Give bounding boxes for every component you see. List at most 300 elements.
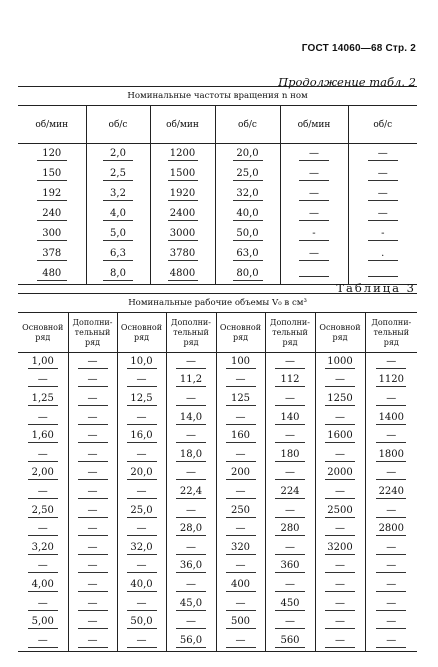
cell-value: — [325,598,355,611]
cell-value: — [78,449,108,462]
cell-value: 2800 [376,523,406,536]
table-cell [265,613,315,632]
table-cell [68,558,117,577]
cell-value: 80,0 [233,268,263,281]
cell-value: — [376,393,406,406]
cell-value: 224 [275,486,305,499]
table-cell [68,520,117,539]
cell-value: — [376,579,406,592]
table-cell [365,595,417,614]
table-row [18,558,417,577]
table-cell [117,446,166,465]
cell-value: . [368,248,398,261]
table-cell [216,390,265,409]
table-cell [215,144,280,165]
cell-value: — [176,467,206,480]
table-row [18,595,417,614]
table-cell [166,427,216,446]
table-row [18,409,417,428]
cell-value: — [376,542,406,555]
cell-value: 180 [275,449,305,462]
cell-value: — [299,188,329,201]
cell-value: 3200 [325,542,355,555]
table-cell [68,613,117,632]
table-row [18,144,417,165]
cell-value: 14,0 [176,412,206,425]
table-cell [280,164,348,184]
cell-value: 18,0 [176,449,206,462]
cell-value: — [275,616,305,629]
table-cell [68,502,117,521]
table-cell [280,244,348,264]
cell-value: 2000 [325,467,355,480]
table-cell [166,595,216,614]
cell-value: 32,0 [127,542,157,555]
cell-value: 2400 [168,208,198,221]
cell-value: — [78,635,108,648]
table-cell [18,613,68,632]
table-cell [166,576,216,595]
table-cell [117,576,166,595]
table-cell [18,244,86,264]
cell-value: 1400 [376,412,406,425]
cell-value: — [376,505,406,518]
table-cell [265,558,315,577]
cell-value: 63,0 [233,248,263,261]
table-cell [365,427,417,446]
cell-value: 1250 [325,393,355,406]
table-cell [348,224,417,244]
cell-value: — [325,579,355,592]
table-cell [18,390,68,409]
table-cell [315,576,365,595]
table-cell [365,372,417,391]
table-cell [18,184,86,204]
cell-value: 50,0 [233,228,263,241]
table-continuation-label: Продолжение табл. 2 [278,75,416,89]
table-cell [215,224,280,244]
table-cell [18,502,68,521]
cell-value: — [176,356,206,369]
table-cell [18,576,68,595]
cell-value: — [299,248,329,261]
table-cell [117,632,166,651]
cell-value: 1920 [168,188,198,201]
cell-value: — [78,467,108,480]
cell-value: — [325,412,355,425]
cell-value: — [28,560,58,573]
cell-value: 16,0 [127,430,157,443]
cell-value: 25,0 [233,168,263,181]
table-cell [216,539,265,558]
table-cell [365,390,417,409]
table-cell [365,632,417,651]
cell-value: — [368,148,398,161]
table-cell [315,632,365,651]
cell-value: 1120 [376,374,406,387]
cell-value: — [376,430,406,443]
table-cell [216,613,265,632]
cell-value: — [28,449,58,462]
table-cell [166,446,216,465]
cell-value: 5,00 [28,616,58,629]
table-cell [18,595,68,614]
table-cell [365,613,417,632]
table-cell [315,613,365,632]
cell-value: — [376,467,406,480]
table-cell [265,353,315,372]
table-cell [117,409,166,428]
column-header: Основной ряд [117,313,166,353]
table-cell [216,427,265,446]
table-cell [365,502,417,521]
cell-value: 2,00 [28,467,58,480]
table-cell [68,390,117,409]
cell-value: - [368,228,398,241]
table-cell [117,465,166,484]
table-cell [166,353,216,372]
table-cell [86,264,150,285]
cell-value: — [275,393,305,406]
cell-value: — [127,635,157,648]
table-cell [265,632,315,651]
cell-value: — [376,598,406,611]
cell-value: — [127,598,157,611]
table3-caption-text: Номинальные рабочие объемы V₀ в см³ [128,298,307,308]
table-cell [18,465,68,484]
table-cell [166,372,216,391]
table-cell [216,409,265,428]
table-cell [280,224,348,244]
cell-value: — [368,208,398,221]
table-cell [315,353,365,372]
table-cell [18,427,68,446]
cell-value: — [127,486,157,499]
cell-value: 280 [275,523,305,536]
table-cell [216,372,265,391]
table-cell [215,264,280,285]
table-cell [166,539,216,558]
table-cell [150,244,215,264]
table-cell [86,204,150,224]
table-cell [18,409,68,428]
table-cell [150,144,215,165]
cell-value: 300 [37,228,67,241]
table-cell [86,224,150,244]
table-cell [280,184,348,204]
table-row [18,520,417,539]
cell-value: 1200 [168,148,198,161]
table-cell [365,520,417,539]
table-row [18,353,417,372]
table-cell [215,184,280,204]
cell-value: — [325,374,355,387]
table-cell [216,446,265,465]
column-header: об/с [215,106,280,144]
table-cell [68,446,117,465]
table-cell [265,502,315,521]
cell-value: — [325,486,355,499]
table-cell [265,465,315,484]
table2-caption-text: Номинальные частоты вращения n ном [127,91,308,101]
table-cell [265,539,315,558]
table-cell [365,483,417,502]
table-cell [117,353,166,372]
cell-value: — [176,542,206,555]
table-cell [348,244,417,264]
cell-value: 1500 [168,168,198,181]
cell-value: 3,2 [103,188,133,201]
table-row [18,244,417,264]
cell-value: 560 [275,635,305,648]
table-cell [18,483,68,502]
table-cell [86,144,150,165]
table-cell [365,409,417,428]
table-cell [166,465,216,484]
cell-value: 1600 [325,430,355,443]
cell-value: 5,0 [103,228,133,241]
cell-value: 450 [275,598,305,611]
cell-value: — [368,168,398,181]
cell-value: — [299,208,329,221]
cell-value: — [275,467,305,480]
cell-value: 2500 [325,505,355,518]
table-cell [18,558,68,577]
cell-value: — [226,560,256,573]
table2-caption [18,87,417,106]
working-volumes-table [18,293,417,652]
table-cell [315,465,365,484]
table3-title: Таблица 3 [336,281,416,295]
cell-value: — [275,505,305,518]
table-cell [166,558,216,577]
cell-value: 22,4 [176,486,206,499]
cell-value: — [28,523,58,536]
column-header: Основной ряд [315,313,365,353]
cell-value: 4,00 [28,579,58,592]
cell-value: — [78,616,108,629]
cell-value: — [376,616,406,629]
table-cell [86,244,150,264]
cell-value: 1,00 [28,356,58,369]
table-cell [86,184,150,204]
table-row [18,632,417,651]
cell-value: 125 [226,393,256,406]
cell-value: — [325,635,355,648]
table-cell [86,164,150,184]
cell-value: 36,0 [176,560,206,573]
cell-value: 25,0 [127,505,157,518]
cell-value: 20,0 [127,467,157,480]
cell-value: — [127,523,157,536]
cell-value: — [78,598,108,611]
table-row [18,390,417,409]
cell-value: 4,0 [103,208,133,221]
table-cell [265,390,315,409]
table-cell [265,576,315,595]
table-cell [216,576,265,595]
table3-caption [18,294,417,313]
cell-value: — [275,356,305,369]
cell-value: — [275,579,305,592]
table-cell [348,164,417,184]
table-cell [18,520,68,539]
cell-value: — [325,523,355,536]
cell-value: — [325,449,355,462]
table-cell [365,558,417,577]
cell-value: — [28,374,58,387]
table-cell [216,632,265,651]
table-cell [216,558,265,577]
table-cell [117,613,166,632]
table-cell [265,409,315,428]
table-cell [315,390,365,409]
column-header: об/с [86,106,150,144]
table-cell [216,465,265,484]
table-cell [348,184,417,204]
table-cell [215,204,280,224]
cell-value: 32,0 [233,188,263,201]
table-cell [68,409,117,428]
cell-value: — [78,393,108,406]
table-cell [265,520,315,539]
cell-value: — [325,560,355,573]
table-row [18,502,417,521]
column-header: об/мин [280,106,348,144]
cell-value: 28,0 [176,523,206,536]
cell-value: 40,0 [127,579,157,592]
table-cell [18,264,86,285]
cell-value: — [127,449,157,462]
table-cell [18,164,86,184]
cell-value: — [275,542,305,555]
cell-value: 1800 [376,449,406,462]
cell-value: — [176,505,206,518]
cell-value: 4800 [168,268,198,281]
table-cell [117,502,166,521]
cell-value: — [299,168,329,181]
cell-value: — [78,486,108,499]
table-cell [265,595,315,614]
cell-value: — [78,560,108,573]
table-cell [117,558,166,577]
cell-value: 1,25 [28,393,58,406]
cell-value: — [78,523,108,536]
cell-value: — [368,188,398,201]
cell-value: 150 [37,168,67,181]
table-row [18,465,417,484]
cell-value: 20,0 [233,148,263,161]
table-cell [315,502,365,521]
table-cell [18,539,68,558]
cell-value: 480 [37,268,67,281]
cell-value: 1,60 [28,430,58,443]
table-row [18,576,417,595]
cell-value: 3000 [168,228,198,241]
table-cell [117,372,166,391]
cell-value: — [78,505,108,518]
table-row [18,164,417,184]
cell-value: 6,3 [103,248,133,261]
cell-value: — [127,560,157,573]
table-row [18,483,417,502]
column-header: Дополни-тельный ряд [68,313,117,353]
cell-value: — [28,598,58,611]
cell-value: 1000 [325,356,355,369]
cell-value: 360 [275,560,305,573]
table-cell [68,465,117,484]
table-row [18,372,417,391]
table-row [18,446,417,465]
table-cell [315,483,365,502]
rotation-frequency-table [18,86,417,285]
cell-value: 200 [226,467,256,480]
cell-value: 10,0 [127,356,157,369]
table-cell [315,427,365,446]
cell-value: 45,0 [176,598,206,611]
table-row [18,204,417,224]
table-cell [117,427,166,446]
table-row [18,224,417,244]
cell-value: 8,0 [103,268,133,281]
table-row [18,427,417,446]
table-cell [18,446,68,465]
cell-value: 400 [226,579,256,592]
cell-value: — [226,374,256,387]
cell-value: 3780 [168,248,198,261]
column-header: Дополни-тельный ряд [166,313,216,353]
table-cell [166,520,216,539]
table-cell [265,372,315,391]
cell-value: — [28,412,58,425]
cell-value: 40,0 [233,208,263,221]
cell-value [299,276,329,277]
cell-value: — [226,635,256,648]
cell-value: — [176,579,206,592]
column-header: об/мин [150,106,215,144]
cell-value: — [28,635,58,648]
table-cell [365,446,417,465]
table-cell [18,204,86,224]
cell-value: — [376,356,406,369]
table-cell [166,632,216,651]
table-cell [315,372,365,391]
table-cell [215,244,280,264]
cell-value: — [376,635,406,648]
table-cell [150,264,215,285]
cell-value: 2,50 [28,505,58,518]
table-cell [68,632,117,651]
cell-value: 56,0 [176,635,206,648]
cell-value: — [78,579,108,592]
column-header: об/с [348,106,417,144]
table-cell [68,372,117,391]
cell-value: — [226,449,256,462]
table-cell [215,164,280,184]
cell-value: — [275,430,305,443]
table-cell [265,427,315,446]
cell-value: 2240 [376,486,406,499]
table-row [18,613,417,632]
cell-value: 3,20 [28,542,58,555]
table-cell [117,520,166,539]
cell-value: 250 [226,505,256,518]
cell-value: - [299,228,329,241]
cell-value: — [176,393,206,406]
table-cell [166,502,216,521]
table-cell [216,502,265,521]
cell-value: 50,0 [127,616,157,629]
